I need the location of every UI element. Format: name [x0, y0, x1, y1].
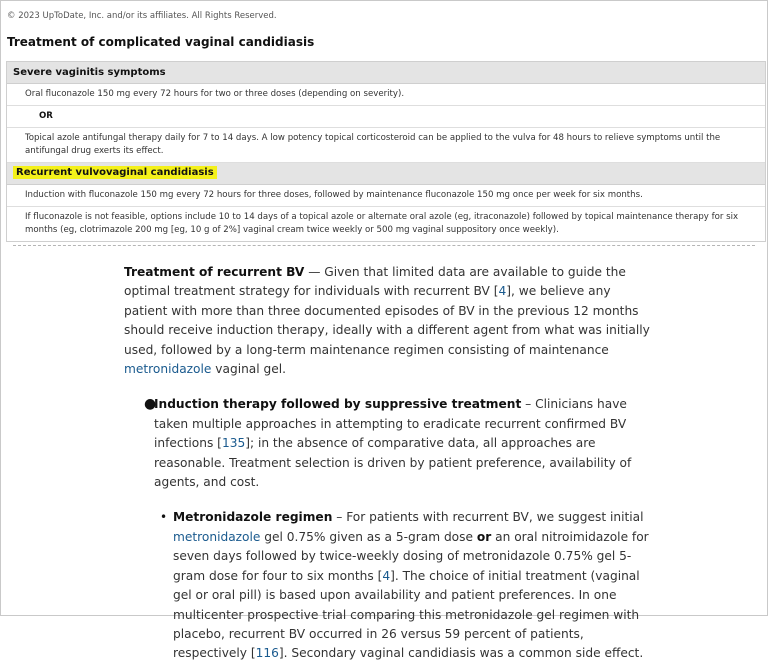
bullet-dot-icon: ●	[144, 396, 157, 413]
bullet-text: ]. Secondary vaginal candidiasis was a common side effect.	[278, 646, 644, 661]
drug-link-metronidazole[interactable]: metronidazole	[173, 529, 261, 544]
section-heading-recurrent	[7, 163, 765, 185]
treatment-table	[6, 61, 766, 242]
table-row-or: OR	[7, 106, 765, 128]
article-body	[124, 263, 654, 664]
bullet-text: gel 0.75% given as a 5-gram dose	[260, 529, 477, 544]
drug-link-metronidazole[interactable]: metronidazole	[124, 362, 212, 377]
bullet-text: ]; in the absence of comparative data, all approaches are reasonable. Treatment selection is driven by patient preference, availability of agents, and cost.	[154, 436, 632, 490]
bullet-dot-icon: •	[160, 510, 168, 525]
table-title: Treatment of complicated vaginal candidiasis	[7, 35, 315, 49]
reference-link[interactable]: 116	[255, 646, 279, 661]
table-row: If fluconazole is not feasible, options include 10 to 14 days of a topical azole or alternate oral azole (eg, itraconazole) followed by topical maintenance therapy for six months (eg, clotrimazole 200 mg [eg, 10 g of 2%] vaginal cream twice weekly or 500 mg vaginal suppository once weekly).	[25, 212, 739, 235]
reference-link[interactable]: 4	[382, 568, 391, 583]
bullet-induction-therapy	[124, 395, 654, 492]
emphasis-or: or	[476, 529, 492, 544]
table-row: Induction with fluconazole 150 mg every 72 hours for three doses, followed by maintenance fluconazole 150 mg once per week for six months.	[7, 185, 765, 207]
table-row: Topical azole antifungal therapy daily for 7 to 14 days. A low potency topical corticosteroid can be applied to the vulva for 48 hours to relieve symptoms until the antifungal drug exerts its effect.	[7, 128, 765, 163]
copyright-notice: © 2023 UpToDate, Inc. and/or its affiliates. All Rights Reserved.	[7, 11, 277, 21]
reference-link[interactable]: 4	[498, 284, 507, 299]
paragraph-lead: Treatment of recurrent BV	[124, 265, 305, 279]
table-row: Oral fluconazole 150 mg every 72 hours for two or three doses (depending on severity).	[7, 84, 765, 106]
section-heading-severe: Severe vaginitis symptoms	[7, 62, 765, 84]
bullet-metronidazole-regimen	[124, 508, 654, 663]
bullet-text: an oral nitroimidazole for seven days followed by twice-weekly dosing of metronidazole 0.75% gel 5-gram dose for four to six months [	[173, 529, 649, 583]
reference-link[interactable]: 135	[221, 436, 246, 451]
bullet-lead: Induction therapy followed by suppressive treatment	[154, 397, 522, 412]
bullet-text: – Clinicians have taken multiple approaches in attempting to eradicate recurrent confirmed BV infections [	[154, 397, 627, 451]
bullet-text: – For patients with recurrent BV, we suggest initial	[332, 510, 644, 525]
bullet-lead: Metronidazole regimen	[173, 510, 333, 525]
highlighted-heading-text: Recurrent vulvovaginal candidiasis	[13, 166, 217, 179]
paragraph-text: — Given that limited data are available to guide the optimal treatment strategy for individuals with recurrent BV [	[124, 265, 626, 299]
paragraph-text: ], we believe any patient with more than three documented episodes of BV in the previous 12 months should receive induction therapy, ideally with a different agent from what was initially used, followed by a long-term maintenance regimen consisting of maintenance	[124, 284, 650, 357]
paragraph-recurrent-bv	[124, 263, 654, 379]
paragraph-text: vaginal gel.	[211, 362, 287, 377]
bullet-text: ]. The choice of initial treatment (vaginal gel or oral pill) is based upon availability and patient preferences. In one multicenter prospective trial comparing this metronidazole gel regimen with placebo, recurrent BV occurred in 26 versus 59 percent of patients, respectively [	[173, 568, 640, 661]
dashed-divider	[13, 245, 755, 246]
